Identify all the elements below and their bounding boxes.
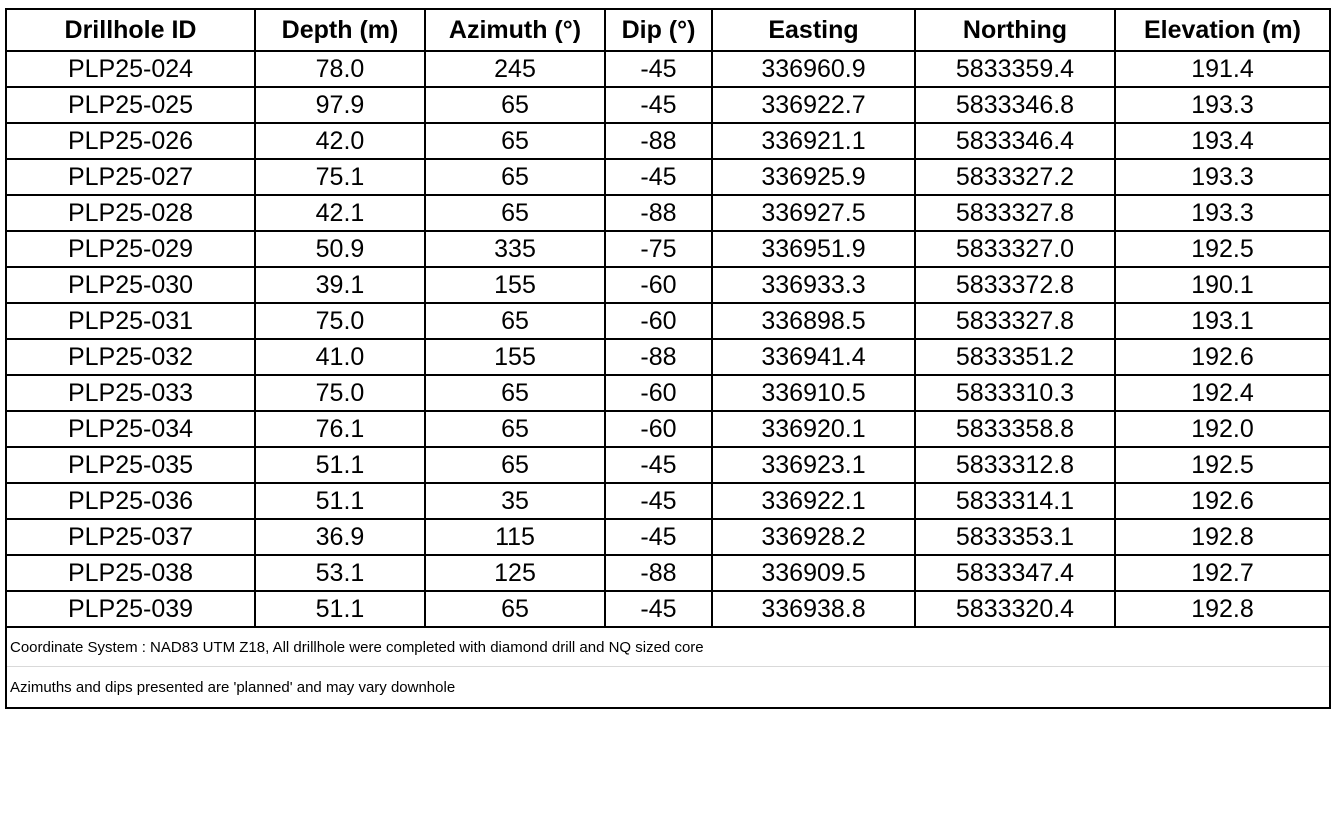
easting-cell: 336898.5 [712,303,915,339]
azimuth-cell: 65 [425,87,605,123]
elevation-cell: 191.4 [1115,51,1330,87]
drillhole-id-cell: PLP25-030 [6,267,255,303]
coordinate-system-note: Coordinate System : NAD83 UTM Z18, All drillhole were completed with diamond drill and NQ sized core [6,627,1330,667]
table-row [6,303,1330,339]
elevation-cell: 192.5 [1115,231,1330,267]
depth-cell: 41.0 [255,339,425,375]
table-row [6,339,1330,375]
table-row [6,411,1330,447]
elevation-cell: 192.5 [1115,447,1330,483]
table-row [6,483,1330,519]
depth-cell: 51.1 [255,447,425,483]
elevation-cell: 193.1 [1115,303,1330,339]
northing-cell: 5833310.3 [915,375,1115,411]
dip-cell: -45 [605,447,712,483]
northing-cell: 5833327.2 [915,159,1115,195]
header-elevation: Elevation (m) [1115,9,1330,51]
elevation-cell: 192.8 [1115,591,1330,627]
elevation-cell: 192.7 [1115,555,1330,591]
header-dip: Dip (°) [605,9,712,51]
easting-cell: 336922.7 [712,87,915,123]
depth-cell: 78.0 [255,51,425,87]
azimuth-cell: 115 [425,519,605,555]
dip-cell: -45 [605,87,712,123]
azimuth-cell: 125 [425,555,605,591]
azimuth-cell: 65 [425,159,605,195]
table-row [6,195,1330,231]
dip-cell: -88 [605,555,712,591]
azimuth-cell: 245 [425,51,605,87]
azimuth-cell: 65 [425,303,605,339]
easting-cell: 336938.8 [712,591,915,627]
depth-cell: 51.1 [255,591,425,627]
table-row [6,159,1330,195]
table-row [6,447,1330,483]
dip-cell: -60 [605,411,712,447]
depth-cell: 53.1 [255,555,425,591]
dip-cell: -88 [605,195,712,231]
northing-cell: 5833358.8 [915,411,1115,447]
depth-cell: 39.1 [255,267,425,303]
northing-cell: 5833320.4 [915,591,1115,627]
depth-cell: 50.9 [255,231,425,267]
drillhole-id-cell: PLP25-034 [6,411,255,447]
easting-cell: 336925.9 [712,159,915,195]
azimuth-cell: 65 [425,195,605,231]
elevation-cell: 192.8 [1115,519,1330,555]
azimuth-cell: 65 [425,123,605,159]
easting-cell: 336922.1 [712,483,915,519]
dip-cell: -60 [605,267,712,303]
depth-cell: 51.1 [255,483,425,519]
drillhole-id-cell: PLP25-027 [6,159,255,195]
dip-cell: -45 [605,51,712,87]
northing-cell: 5833312.8 [915,447,1115,483]
table-row [6,519,1330,555]
depth-cell: 75.1 [255,159,425,195]
elevation-cell: 192.6 [1115,483,1330,519]
table-row [6,555,1330,591]
drillhole-id-cell: PLP25-035 [6,447,255,483]
planned-orientation-note: Azimuths and dips presented are 'planned' and may vary downhole [6,667,1330,709]
depth-cell: 75.0 [255,375,425,411]
elevation-cell: 192.0 [1115,411,1330,447]
drillhole-id-cell: PLP25-028 [6,195,255,231]
table-row [6,231,1330,267]
easting-cell: 336928.2 [712,519,915,555]
table-row [6,267,1330,303]
dip-cell: -60 [605,303,712,339]
northing-cell: 5833372.8 [915,267,1115,303]
northing-cell: 5833353.1 [915,519,1115,555]
northing-cell: 5833359.4 [915,51,1115,87]
northing-cell: 5833327.0 [915,231,1115,267]
azimuth-cell: 155 [425,339,605,375]
table-row [6,51,1330,87]
northing-cell: 5833351.2 [915,339,1115,375]
header-northing: Northing [915,9,1115,51]
note-row [6,627,1330,667]
drillhole-id-cell: PLP25-038 [6,555,255,591]
northing-cell: 5833347.4 [915,555,1115,591]
header-depth: Depth (m) [255,9,425,51]
dip-cell: -45 [605,483,712,519]
azimuth-cell: 65 [425,411,605,447]
drillhole-id-cell: PLP25-024 [6,51,255,87]
dip-cell: -45 [605,159,712,195]
drillhole-id-cell: PLP25-036 [6,483,255,519]
drillhole-id-cell: PLP25-025 [6,87,255,123]
easting-cell: 336909.5 [712,555,915,591]
table-row [6,375,1330,411]
easting-cell: 336933.3 [712,267,915,303]
northing-cell: 5833327.8 [915,303,1115,339]
azimuth-cell: 65 [425,375,605,411]
table-row [6,87,1330,123]
elevation-cell: 192.4 [1115,375,1330,411]
northing-cell: 5833346.8 [915,87,1115,123]
easting-cell: 336921.1 [712,123,915,159]
drillhole-id-cell: PLP25-033 [6,375,255,411]
depth-cell: 42.0 [255,123,425,159]
azimuth-cell: 35 [425,483,605,519]
depth-cell: 75.0 [255,303,425,339]
drillhole-id-cell: PLP25-029 [6,231,255,267]
azimuth-cell: 335 [425,231,605,267]
easting-cell: 336920.1 [712,411,915,447]
drillhole-table [5,8,1331,709]
dip-cell: -45 [605,591,712,627]
table-row [6,591,1330,627]
dip-cell: -88 [605,339,712,375]
header-drillhole-id: Drillhole ID [6,9,255,51]
easting-cell: 336910.5 [712,375,915,411]
depth-cell: 97.9 [255,87,425,123]
northing-cell: 5833327.8 [915,195,1115,231]
dip-cell: -60 [605,375,712,411]
header-row [6,9,1330,51]
elevation-cell: 193.4 [1115,123,1330,159]
header-azimuth: Azimuth (°) [425,9,605,51]
depth-cell: 36.9 [255,519,425,555]
header-easting: Easting [712,9,915,51]
easting-cell: 336927.5 [712,195,915,231]
northing-cell: 5833346.4 [915,123,1115,159]
azimuth-cell: 65 [425,447,605,483]
azimuth-cell: 155 [425,267,605,303]
elevation-cell: 193.3 [1115,159,1330,195]
azimuth-cell: 65 [425,591,605,627]
drillhole-id-cell: PLP25-037 [6,519,255,555]
drillhole-id-cell: PLP25-039 [6,591,255,627]
easting-cell: 336951.9 [712,231,915,267]
elevation-cell: 193.3 [1115,195,1330,231]
depth-cell: 76.1 [255,411,425,447]
dip-cell: -75 [605,231,712,267]
northing-cell: 5833314.1 [915,483,1115,519]
easting-cell: 336941.4 [712,339,915,375]
elevation-cell: 190.1 [1115,267,1330,303]
dip-cell: -45 [605,519,712,555]
elevation-cell: 193.3 [1115,87,1330,123]
note-row [6,667,1330,709]
drillhole-id-cell: PLP25-031 [6,303,255,339]
dip-cell: -88 [605,123,712,159]
drillhole-id-cell: PLP25-032 [6,339,255,375]
depth-cell: 42.1 [255,195,425,231]
table-row [6,123,1330,159]
drillhole-id-cell: PLP25-026 [6,123,255,159]
easting-cell: 336960.9 [712,51,915,87]
easting-cell: 336923.1 [712,447,915,483]
elevation-cell: 192.6 [1115,339,1330,375]
